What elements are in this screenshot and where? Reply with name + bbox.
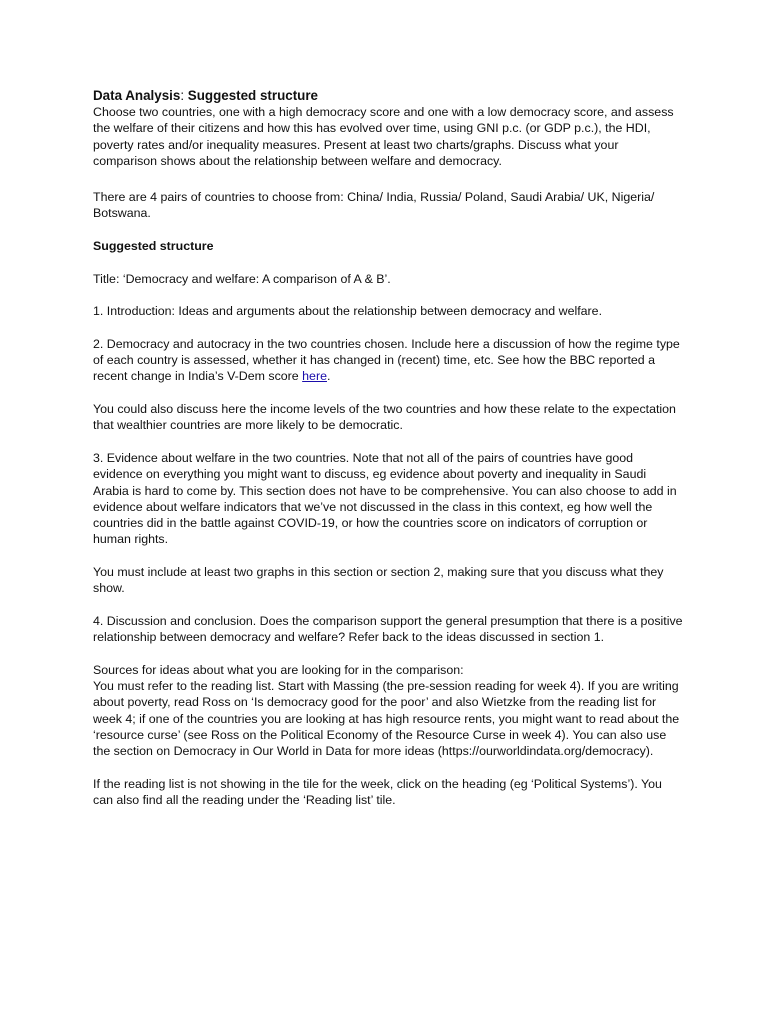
title-part-2: Suggested structure (187, 88, 318, 103)
title-part-1: Data Analysis (93, 88, 181, 103)
sources-body: You must refer to the reading list. Start with Massing (the pre-session reading for week 4). If you are writing about poverty, read Ross on ‘Is democracy good for the poor’ and also Wietzke from the reading list for week 4; if one of the countries you are looking at has high resource rents, you might want to read about the ‘resource curse’ (see Ross on the Political Economy of the Resource Curse in week 4). You can also use the section on Democracy in Our World in Data for more ideas (https://ourworldindata.org/democracy). (93, 679, 680, 759)
suggested-structure-heading: Suggested structure (93, 239, 214, 254)
section-2-text-end: . (326, 369, 331, 384)
sources-heading: Sources for ideas about what you are looking for in the comparison: (93, 662, 464, 677)
reading-list-note: If the reading list is not showing in the tile for the week, click on the heading (eg ‘Political Systems’). You can also find all the reading under the ‘Reading list’ tile. (93, 776, 662, 808)
intro-paragraph: Choose two countries, one with a high democracy score and one with a low democracy score, and assess the welfare of their citizens and how this has evolved over time, using GNI p.c. (or GDP p.c.), the HDI, poverty rates and/or inequality measures. Present at least two charts/graphs. Discuss what your comparison shows about the relationship between welfare and democracy. (93, 105, 674, 168)
title-instruction: Title: ‘Democracy and welfare: A comparison of A & B’. (93, 271, 391, 286)
section-1-paragraph: 1. Introduction: Ideas and arguments about the relationship between democracy and welfare. (93, 304, 603, 319)
title-separator: : (180, 88, 188, 103)
sources-paragraph (93, 662, 683, 760)
document-body (93, 87, 683, 825)
country-pairs-paragraph: There are 4 pairs of countries to choose from: China/ India, Russia/ Poland, Saudi Arabia/ UK, Nigeria/ Botswana. (93, 190, 655, 221)
section-3-paragraph: 3. Evidence about welfare in the two countries. Note that not all of the pairs of countries have good evidence on everything you might want to discuss, eg evidence about poverty and inequality in Saudi Arabia is hard to come by. This section does not have to be comprehensive. You can also choose to add in evidence about welfare indicators that we’ve not discussed in the class in this context, eg how well the countries did in the battle against COVID-19, or how the countries score on indicators of corruption or human rights. (93, 450, 677, 547)
section-2-text: 2. Democracy and autocracy in the two countries chosen. Include here a discussion of how the regime type of each country is assessed, whether it has changed in (recent) time, etc. See how the BBC reported a recent change in India’s V-Dem score (93, 336, 680, 384)
section-2-paragraph (93, 336, 683, 385)
section-4-paragraph: 4. Discussion and conclusion. Does the comparison support the general presumption that there is a positive relationship between democracy and welfare? Refer back to the ideas discussed in section 1. (93, 613, 683, 645)
section-2-extra-paragraph: You could also discuss here the income levels of the two countries and how these relate to the expectation that wealthier countries are more likely to be democratic. (93, 402, 676, 433)
document-title (93, 87, 683, 104)
section-3-extra-paragraph: You must include at least two graphs in this section or section 2, making sure that you discuss what they show. (93, 565, 664, 596)
bbc-here-link[interactable]: here (302, 369, 327, 384)
